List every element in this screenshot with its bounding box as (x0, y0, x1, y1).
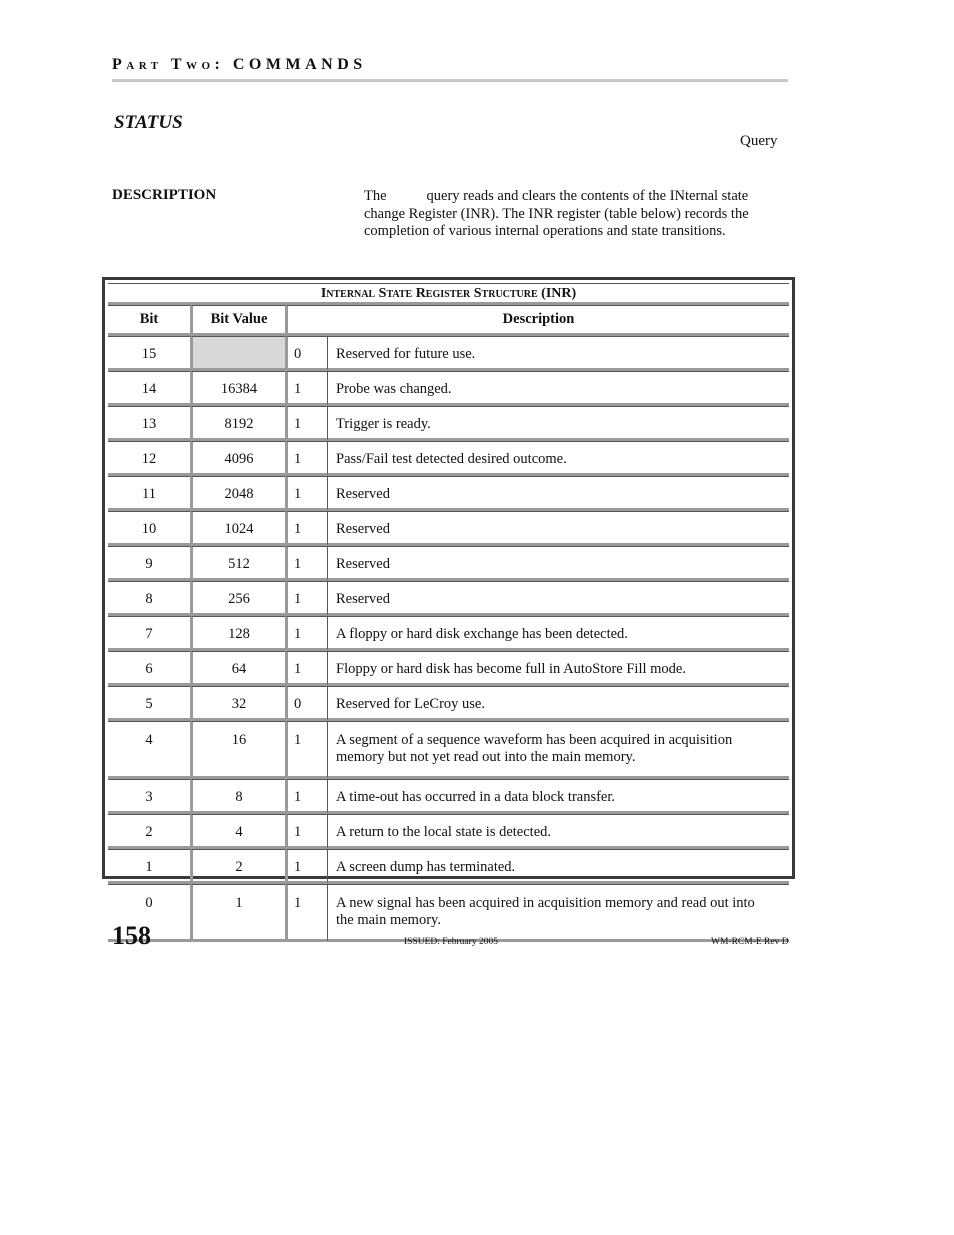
table-row (108, 686, 789, 721)
document-id: WM-RCM-E Rev D (711, 937, 789, 947)
table-row (108, 814, 789, 849)
table-row (108, 546, 789, 581)
description-cell: Reserved (327, 476, 789, 511)
bit-value-cell: 32 (190, 686, 285, 721)
description-body: query reads and clears the contents of the INternal state change Register (INR). The INR register (table below) records the completion of various internal operations and state transitions. (364, 188, 749, 239)
bit-value-cell: 1024 (190, 511, 285, 546)
bit-value-cell: 16384 (190, 371, 285, 406)
flag-cell: 1 (285, 581, 327, 616)
table-row (108, 779, 789, 814)
issued-date: ISSUED: February 2005 (404, 937, 498, 947)
bit-value-cell: 16 (190, 721, 285, 779)
flag-cell: 1 (285, 406, 327, 441)
description-lead: The (364, 188, 387, 204)
inr-table-frame (102, 277, 795, 928)
command-type-label: Query (740, 133, 778, 149)
table-row (108, 476, 789, 511)
description-heading: DESCRIPTION (112, 187, 217, 203)
description-text (364, 188, 779, 241)
flag-cell: 1 (285, 814, 327, 849)
description-cell: Floppy or hard disk has become full in AutoStore Fill mode. (327, 651, 789, 686)
table-row (108, 721, 789, 779)
section-title: STATUS (114, 112, 183, 133)
description-cell: A floppy or hard disk exchange has been detected. (327, 616, 789, 651)
column-header-bit-value: Bit Value (190, 305, 285, 336)
flag-cell: 0 (285, 336, 327, 371)
bit-cell: 15 (108, 336, 190, 371)
bit-value-cell: 8 (190, 779, 285, 814)
description-cell: Reserved (327, 546, 789, 581)
flag-cell: 1 (285, 721, 327, 779)
flag-cell: 1 (285, 371, 327, 406)
flag-cell: 1 (285, 476, 327, 511)
description-cell: Trigger is ready. (327, 406, 789, 441)
bit-cell: 5 (108, 686, 190, 721)
flag-cell: 1 (285, 884, 327, 942)
bit-cell: 3 (108, 779, 190, 814)
table-row (108, 371, 789, 406)
bit-cell: 10 (108, 511, 190, 546)
description-cell: Reserved (327, 511, 789, 546)
flag-cell: 1 (285, 651, 327, 686)
flag-cell: 1 (285, 849, 327, 884)
bit-value-cell: 2048 (190, 476, 285, 511)
description-cell: A return to the local state is detected. (327, 814, 789, 849)
description-cell: Reserved (327, 581, 789, 616)
bit-value-cell: 512 (190, 546, 285, 581)
flag-cell: 1 (285, 546, 327, 581)
table-header-row (108, 305, 789, 336)
table-row (108, 406, 789, 441)
description-cell: A screen dump has terminated. (327, 849, 789, 884)
bit-value-cell (190, 336, 285, 371)
bit-cell: 11 (108, 476, 190, 511)
bit-cell: 12 (108, 441, 190, 476)
table-row (108, 511, 789, 546)
bit-cell: 2 (108, 814, 190, 849)
table-row (108, 581, 789, 616)
bit-value-cell: 64 (190, 651, 285, 686)
header-rule (112, 79, 788, 82)
flag-cell: 1 (285, 441, 327, 476)
bit-cell: 13 (108, 406, 190, 441)
bit-value-cell: 128 (190, 616, 285, 651)
table-row (108, 849, 789, 884)
flag-cell: 1 (285, 779, 327, 814)
bit-cell: 7 (108, 616, 190, 651)
bit-cell: 4 (108, 721, 190, 779)
bit-cell: 1 (108, 849, 190, 884)
bit-cell: 6 (108, 651, 190, 686)
page-number: 158 (112, 921, 151, 950)
bit-cell: 0 (108, 884, 190, 942)
column-header-description: Description (285, 305, 789, 336)
bit-cell: 14 (108, 371, 190, 406)
table-row (108, 884, 789, 942)
bit-value-cell: 8192 (190, 406, 285, 441)
bit-value-cell: 4096 (190, 441, 285, 476)
table-row (108, 651, 789, 686)
flag-cell: 1 (285, 511, 327, 546)
table-caption-row (108, 283, 789, 305)
description-cell: A segment of a sequence waveform has been acquired in acquisition memory but not yet read out into the main memory. (327, 721, 789, 779)
bit-cell: 8 (108, 581, 190, 616)
bit-value-cell: 1 (190, 884, 285, 942)
description-cell: Pass/Fail test detected desired outcome. (327, 441, 789, 476)
description-cell: Reserved for LeCroy use. (327, 686, 789, 721)
table-row (108, 336, 789, 371)
bit-value-cell: 4 (190, 814, 285, 849)
table-row (108, 441, 789, 476)
bit-value-cell: 256 (190, 581, 285, 616)
flag-cell: 1 (285, 616, 327, 651)
bit-value-cell: 2 (190, 849, 285, 884)
description-cell: A time-out has occurred in a data block transfer. (327, 779, 789, 814)
page-header-title: Part Two: COMMANDS (112, 56, 367, 73)
inr-table (108, 283, 789, 942)
column-header-bit: Bit (108, 305, 190, 336)
table-caption: Internal State Register Structure (INR) (108, 283, 789, 305)
bit-cell: 9 (108, 546, 190, 581)
description-cell: Probe was changed. (327, 371, 789, 406)
description-cell: Reserved for future use. (327, 336, 789, 371)
table-row (108, 616, 789, 651)
flag-cell: 0 (285, 686, 327, 721)
description-cell: A new signal has been acquired in acquisition memory and read out into the main memory. (327, 884, 789, 942)
